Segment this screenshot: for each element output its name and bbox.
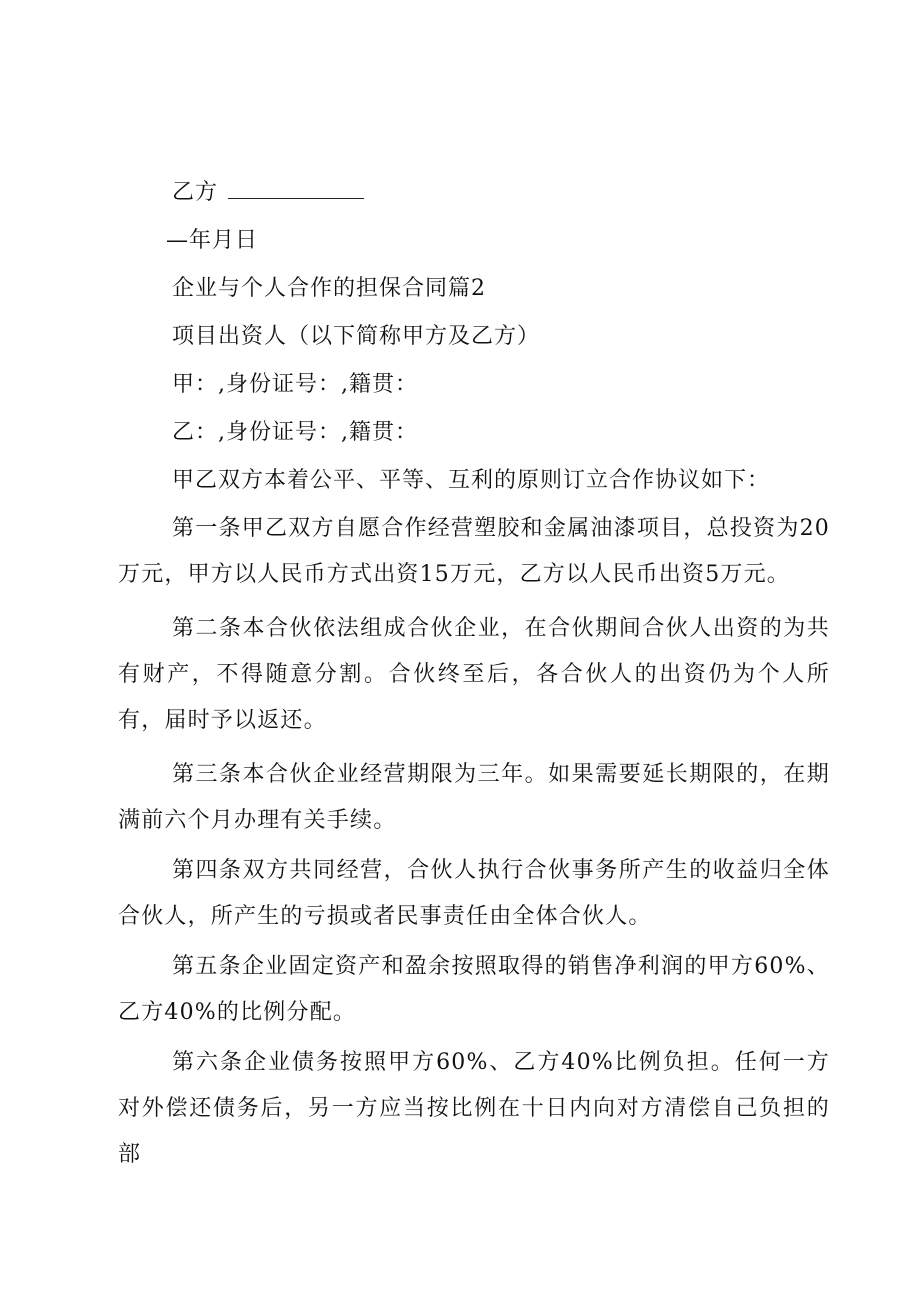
- party-b-signature-line: [172, 178, 364, 208]
- article-6: 第六条企业债务按照甲方60%、乙方40%比例负担。任何一方对外偿还债务后，另一方应当按比例在十日内向对方清偿自己负担的部: [118, 1050, 830, 1167]
- party-a-line: 甲：,身份证号：,籍贯：: [172, 372, 418, 397]
- article-5: 第五条企业固定资产和盈余按照取得的销售净利润的甲方60%、乙方40%的比例分配。: [118, 954, 830, 1025]
- party-b-label: 乙方: [172, 180, 219, 205]
- article-2: 第二条本合伙依法组成合伙企业，在合伙期间合伙人出资的为共有财产，不得随意分割。合伙终至后，各合伙人的出资仍为个人所有，届时予以返还。: [118, 616, 830, 733]
- date-line: —年月日: [166, 228, 259, 253]
- article-1: 第一条甲乙双方自愿合作经营塑胶和金属油漆项目，总投资为20万元，甲方以人民币方式出资15万元，乙方以人民币出资5万元。: [118, 516, 830, 587]
- signature-blank: [228, 178, 364, 199]
- article-3: 第三条本合伙企业经营期限为三年。如果需要延长期限的，在期满前六个月办理有关手续。: [118, 762, 830, 833]
- agreement-intro: 甲乙双方本着公平、平等、互利的原则订立合作协议如下：: [172, 468, 771, 493]
- party-b-line: 乙：,身份证号：,籍贯：: [172, 420, 418, 445]
- investors-line: 项目出资人（以下简称甲方及乙方）: [172, 324, 541, 349]
- section-heading: 企业与个人合作的担保合同篇2: [172, 276, 486, 301]
- article-4: 第四条双方共同经营，合伙人执行合伙事务所产生的收益归全体合伙人，所产生的亏损或者民事责任由全体合伙人。: [118, 858, 830, 929]
